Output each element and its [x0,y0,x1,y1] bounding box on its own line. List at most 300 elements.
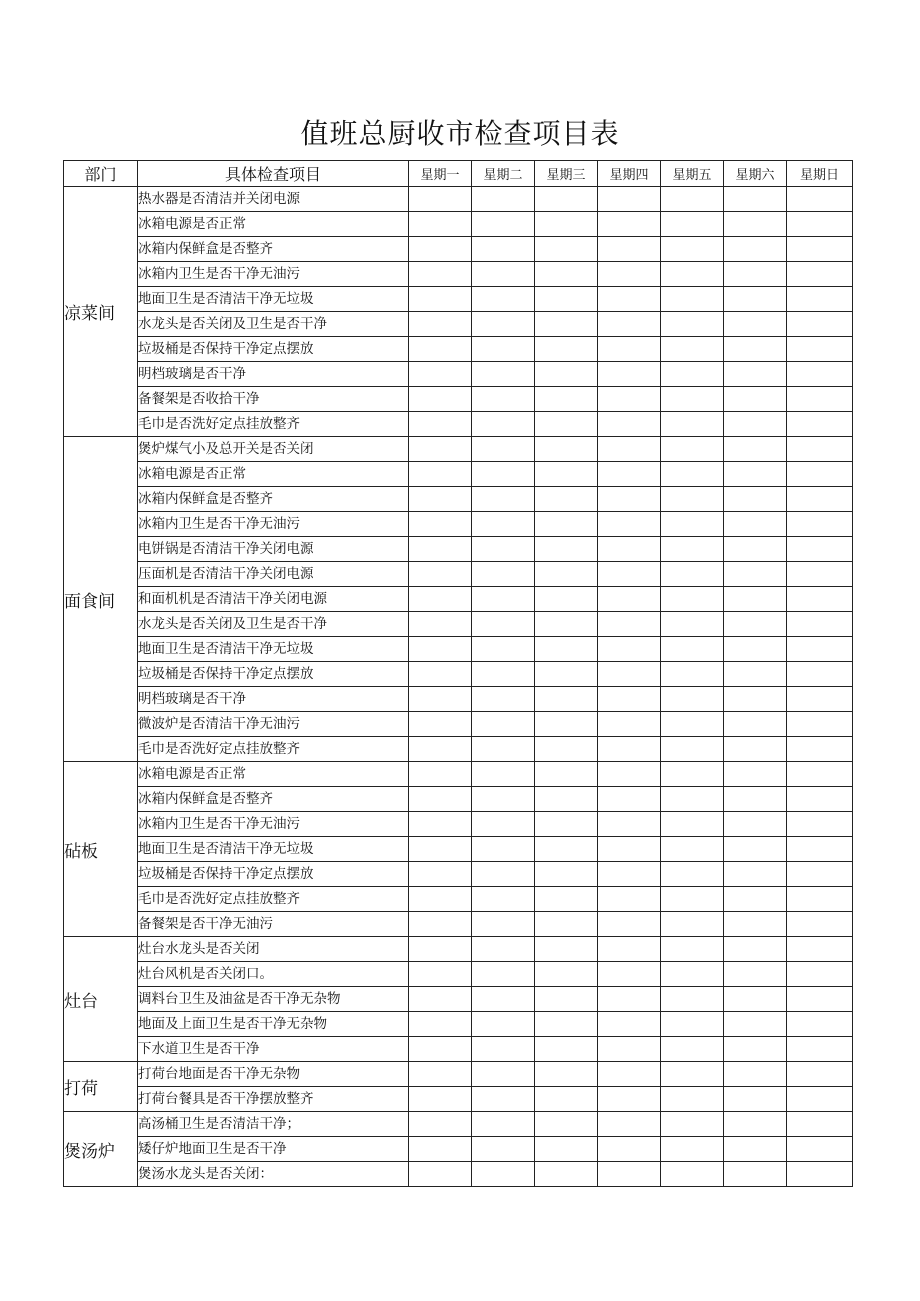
day-check-cell[interactable] [724,862,787,887]
day-check-cell[interactable] [787,1037,853,1062]
day-check-cell[interactable] [535,787,598,812]
day-check-cell[interactable] [409,762,472,787]
day-check-cell[interactable] [535,512,598,537]
day-check-cell[interactable] [535,887,598,912]
day-check-cell[interactable] [472,987,535,1012]
day-check-cell[interactable] [724,237,787,262]
day-check-cell[interactable] [724,737,787,762]
day-check-cell[interactable] [724,312,787,337]
day-check-cell[interactable] [661,1087,724,1112]
day-check-cell[interactable] [535,937,598,962]
day-check-cell[interactable] [598,987,661,1012]
check-item-cell: 电饼锅是否清洁干净关闭电源 [138,537,409,562]
day-check-cell[interactable] [535,662,598,687]
check-item-cell: 压面机是否清洁干净关闭电源 [138,562,409,587]
day-check-cell[interactable] [661,487,724,512]
day-check-cell[interactable] [472,512,535,537]
day-check-cell[interactable] [787,1137,853,1162]
day-check-cell[interactable] [724,612,787,637]
day-check-cell[interactable] [787,1112,853,1137]
day-check-cell[interactable] [409,612,472,637]
day-check-cell[interactable] [409,987,472,1012]
day-check-cell[interactable] [472,612,535,637]
day-check-cell[interactable] [535,562,598,587]
day-check-cell[interactable] [472,712,535,737]
day-check-cell[interactable] [724,1012,787,1037]
day-check-cell[interactable] [787,512,853,537]
day-check-cell[interactable] [472,1162,535,1187]
day-check-cell[interactable] [787,662,853,687]
day-check-cell[interactable] [472,812,535,837]
day-check-cell[interactable] [724,537,787,562]
day-check-cell[interactable] [598,512,661,537]
table-row [64,1062,853,1087]
day-check-cell[interactable] [598,837,661,862]
day-check-cell[interactable] [409,1162,472,1187]
day-check-cell[interactable] [472,337,535,362]
day-check-cell[interactable] [409,362,472,387]
day-check-cell[interactable] [535,1062,598,1087]
day-check-cell[interactable] [724,762,787,787]
day-check-cell[interactable] [787,387,853,412]
day-check-cell[interactable] [598,712,661,737]
day-check-cell[interactable] [535,487,598,512]
day-check-cell[interactable] [409,912,472,937]
day-check-cell[interactable] [598,637,661,662]
day-check-cell[interactable] [661,412,724,437]
day-check-cell[interactable] [661,812,724,837]
day-check-cell[interactable] [409,487,472,512]
day-check-cell[interactable] [787,787,853,812]
day-check-cell[interactable] [472,487,535,512]
day-check-cell[interactable] [724,812,787,837]
day-check-cell[interactable] [472,787,535,812]
day-check-cell[interactable] [787,637,853,662]
day-check-cell[interactable] [535,212,598,237]
day-check-cell[interactable] [472,412,535,437]
day-check-cell[interactable] [472,262,535,287]
day-check-cell[interactable] [724,487,787,512]
day-check-cell[interactable] [661,712,724,737]
day-check-cell[interactable] [787,962,853,987]
day-check-cell[interactable] [472,587,535,612]
day-check-cell[interactable] [787,412,853,437]
day-check-cell[interactable] [535,387,598,412]
day-check-cell[interactable] [472,1012,535,1037]
day-check-cell[interactable] [724,587,787,612]
day-check-cell[interactable] [598,287,661,312]
day-check-cell[interactable] [787,362,853,387]
day-check-cell[interactable] [409,1012,472,1037]
day-check-cell[interactable] [535,537,598,562]
day-check-cell[interactable] [724,462,787,487]
day-check-cell[interactable] [472,962,535,987]
day-check-cell[interactable] [535,637,598,662]
day-check-cell[interactable] [598,537,661,562]
day-check-cell[interactable] [535,437,598,462]
day-check-cell[interactable] [661,637,724,662]
day-check-cell[interactable] [409,262,472,287]
day-check-cell[interactable] [409,1037,472,1062]
day-check-cell[interactable] [472,637,535,662]
day-check-cell[interactable] [535,312,598,337]
day-check-cell[interactable] [409,587,472,612]
check-item-cell: 垃圾桶是否保持干净定点摆放 [138,662,409,687]
day-check-cell[interactable] [787,1162,853,1187]
day-check-cell[interactable] [661,1162,724,1187]
day-check-cell[interactable] [724,687,787,712]
day-check-cell[interactable] [724,912,787,937]
day-check-cell[interactable] [409,287,472,312]
day-check-cell[interactable] [535,1037,598,1062]
day-check-cell[interactable] [535,837,598,862]
day-check-cell[interactable] [535,1137,598,1162]
day-check-cell[interactable] [787,187,853,212]
day-check-cell[interactable] [661,862,724,887]
day-check-cell[interactable] [409,837,472,862]
day-check-cell[interactable] [409,1112,472,1137]
day-check-cell[interactable] [724,937,787,962]
day-check-cell[interactable] [598,812,661,837]
day-check-cell[interactable] [787,287,853,312]
day-check-cell[interactable] [787,312,853,337]
day-check-cell[interactable] [787,712,853,737]
day-check-cell[interactable] [535,912,598,937]
day-check-cell[interactable] [409,812,472,837]
day-check-cell[interactable] [598,937,661,962]
day-check-cell[interactable] [598,337,661,362]
day-check-cell[interactable] [535,737,598,762]
day-check-cell[interactable] [472,1137,535,1162]
day-check-cell[interactable] [661,962,724,987]
day-check-cell[interactable] [724,637,787,662]
day-check-cell[interactable] [661,512,724,537]
day-check-cell[interactable] [409,387,472,412]
day-check-cell[interactable] [409,237,472,262]
day-check-cell[interactable] [598,462,661,487]
day-check-cell[interactable] [598,762,661,787]
day-check-cell[interactable] [724,662,787,687]
day-check-cell[interactable] [535,187,598,212]
day-check-cell[interactable] [535,812,598,837]
day-check-cell[interactable] [409,312,472,337]
day-check-cell[interactable] [724,1037,787,1062]
header-day-fri: 星期五 [661,161,724,187]
day-check-cell[interactable] [535,362,598,387]
day-check-cell[interactable] [787,862,853,887]
table-row [64,937,853,962]
day-check-cell[interactable] [724,787,787,812]
day-check-cell[interactable] [787,687,853,712]
day-check-cell[interactable] [535,287,598,312]
day-check-cell[interactable] [472,237,535,262]
day-check-cell[interactable] [598,662,661,687]
table-row [64,487,853,512]
day-check-cell[interactable] [409,962,472,987]
day-check-cell[interactable] [409,737,472,762]
table-row [64,312,853,337]
day-check-cell[interactable] [472,737,535,762]
day-check-cell[interactable] [661,662,724,687]
day-check-cell[interactable] [472,437,535,462]
day-check-cell[interactable] [598,862,661,887]
day-check-cell[interactable] [661,462,724,487]
day-check-cell[interactable] [472,687,535,712]
day-check-cell[interactable] [409,212,472,237]
day-check-cell[interactable] [787,212,853,237]
day-check-cell[interactable] [724,962,787,987]
day-check-cell[interactable] [535,687,598,712]
day-check-cell[interactable] [409,1137,472,1162]
day-check-cell[interactable] [787,562,853,587]
day-check-cell[interactable] [598,212,661,237]
department-cell: 砧板 [64,762,138,937]
day-check-cell[interactable] [535,862,598,887]
day-check-cell[interactable] [409,887,472,912]
day-check-cell[interactable] [535,337,598,362]
day-check-cell[interactable] [472,287,535,312]
day-check-cell[interactable] [661,337,724,362]
day-check-cell[interactable] [661,237,724,262]
day-check-cell[interactable] [409,787,472,812]
day-check-cell[interactable] [409,187,472,212]
day-check-cell[interactable] [724,287,787,312]
day-check-cell[interactable] [661,987,724,1012]
day-check-cell[interactable] [598,912,661,937]
day-check-cell[interactable] [724,1162,787,1187]
day-check-cell[interactable] [724,187,787,212]
day-check-cell[interactable] [535,1087,598,1112]
day-check-cell[interactable] [409,687,472,712]
day-check-cell[interactable] [472,912,535,937]
day-check-cell[interactable] [661,1037,724,1062]
day-check-cell[interactable] [661,762,724,787]
day-check-cell[interactable] [535,1112,598,1137]
day-check-cell[interactable] [787,1062,853,1087]
day-check-cell[interactable] [409,1062,472,1087]
day-check-cell[interactable] [724,1137,787,1162]
day-check-cell[interactable] [661,1012,724,1037]
day-check-cell[interactable] [598,612,661,637]
day-check-cell[interactable] [787,887,853,912]
day-check-cell[interactable] [787,462,853,487]
day-check-cell[interactable] [472,837,535,862]
day-check-cell[interactable] [661,562,724,587]
table-row [64,262,853,287]
day-check-cell[interactable] [724,262,787,287]
day-check-cell[interactable] [598,737,661,762]
day-check-cell[interactable] [724,987,787,1012]
day-check-cell[interactable] [535,237,598,262]
day-check-cell[interactable] [787,487,853,512]
day-check-cell[interactable] [409,512,472,537]
day-check-cell[interactable] [787,1012,853,1037]
day-check-cell[interactable] [409,562,472,587]
check-item-cell: 下水道卫生是否干净 [138,1037,409,1062]
day-check-cell[interactable] [472,862,535,887]
day-check-cell[interactable] [472,662,535,687]
day-check-cell[interactable] [472,1037,535,1062]
day-check-cell[interactable] [598,1012,661,1037]
day-check-cell[interactable] [535,612,598,637]
day-check-cell[interactable] [724,412,787,437]
day-check-cell[interactable] [598,1137,661,1162]
day-check-cell[interactable] [598,887,661,912]
day-check-cell[interactable] [724,437,787,462]
day-check-cell[interactable] [787,837,853,862]
day-check-cell[interactable] [409,437,472,462]
day-check-cell[interactable] [724,387,787,412]
day-check-cell[interactable] [787,812,853,837]
day-check-cell[interactable] [409,462,472,487]
day-check-cell[interactable] [787,912,853,937]
day-check-cell[interactable] [724,1112,787,1137]
day-check-cell[interactable] [472,462,535,487]
day-check-cell[interactable] [661,787,724,812]
day-check-cell[interactable] [472,212,535,237]
day-check-cell[interactable] [661,287,724,312]
day-check-cell[interactable] [598,362,661,387]
day-check-cell[interactable] [787,337,853,362]
day-check-cell[interactable] [661,1137,724,1162]
day-check-cell[interactable] [598,962,661,987]
day-check-cell[interactable] [598,687,661,712]
day-check-cell[interactable] [535,1012,598,1037]
check-item-cell: 冰箱电源是否正常 [138,762,409,787]
day-check-cell[interactable] [661,437,724,462]
day-check-cell[interactable] [535,987,598,1012]
day-check-cell[interactable] [661,1112,724,1137]
day-check-cell[interactable] [724,837,787,862]
day-check-cell[interactable] [409,1087,472,1112]
day-check-cell[interactable] [661,612,724,637]
day-check-cell[interactable] [661,262,724,287]
day-check-cell[interactable] [598,487,661,512]
day-check-cell[interactable] [472,312,535,337]
day-check-cell[interactable] [787,762,853,787]
day-check-cell[interactable] [661,912,724,937]
day-check-cell[interactable] [661,687,724,712]
check-item-cell: 地面卫生是否清洁干净无垃圾 [138,837,409,862]
day-check-cell[interactable] [409,712,472,737]
day-check-cell[interactable] [787,1087,853,1112]
day-check-cell[interactable] [661,1062,724,1087]
table-row [64,912,853,937]
day-check-cell[interactable] [535,1162,598,1187]
day-check-cell[interactable] [661,837,724,862]
day-check-cell[interactable] [661,887,724,912]
day-check-cell[interactable] [661,212,724,237]
day-check-cell[interactable] [598,1162,661,1187]
day-check-cell[interactable] [472,762,535,787]
check-item-cell: 地面及上面卫生是否干净无杂物 [138,1012,409,1037]
check-item-cell: 高汤桶卫生是否清洁干净； [138,1112,409,1137]
day-check-cell[interactable] [535,762,598,787]
day-check-cell[interactable] [661,187,724,212]
day-check-cell[interactable] [598,412,661,437]
day-check-cell[interactable] [472,387,535,412]
day-check-cell[interactable] [472,187,535,212]
check-item-cell: 冰箱电源是否正常 [138,462,409,487]
day-check-cell[interactable] [787,262,853,287]
day-check-cell[interactable] [409,662,472,687]
check-item-cell: 冰箱内保鲜盒是否整齐 [138,237,409,262]
table-row [64,187,853,212]
day-check-cell[interactable] [598,237,661,262]
day-check-cell[interactable] [472,362,535,387]
day-check-cell[interactable] [409,637,472,662]
day-check-cell[interactable] [724,337,787,362]
day-check-cell[interactable] [661,362,724,387]
day-check-cell[interactable] [598,1062,661,1087]
day-check-cell[interactable] [661,537,724,562]
day-check-cell[interactable] [598,1037,661,1062]
day-check-cell[interactable] [787,737,853,762]
day-check-cell[interactable] [787,587,853,612]
day-check-cell[interactable] [598,437,661,462]
day-check-cell[interactable] [724,212,787,237]
day-check-cell[interactable] [598,187,661,212]
day-check-cell[interactable] [598,562,661,587]
day-check-cell[interactable] [409,937,472,962]
day-check-cell[interactable] [787,987,853,1012]
day-check-cell[interactable] [535,587,598,612]
day-check-cell[interactable] [724,362,787,387]
day-check-cell[interactable] [535,412,598,437]
day-check-cell[interactable] [472,537,535,562]
day-check-cell[interactable] [409,862,472,887]
check-item-cell: 明档玻璃是否干净 [138,362,409,387]
day-check-cell[interactable] [787,537,853,562]
day-check-cell[interactable] [661,737,724,762]
day-check-cell[interactable] [409,537,472,562]
day-check-cell[interactable] [472,937,535,962]
day-check-cell[interactable] [661,937,724,962]
day-check-cell[interactable] [598,262,661,287]
day-check-cell[interactable] [535,462,598,487]
day-check-cell[interactable] [598,312,661,337]
day-check-cell[interactable] [472,1087,535,1112]
day-check-cell[interactable] [598,1087,661,1112]
day-check-cell[interactable] [724,1087,787,1112]
day-check-cell[interactable] [724,1062,787,1087]
day-check-cell[interactable] [472,1062,535,1087]
day-check-cell[interactable] [661,387,724,412]
day-check-cell[interactable] [661,587,724,612]
day-check-cell[interactable] [409,337,472,362]
day-check-cell[interactable] [787,437,853,462]
day-check-cell[interactable] [472,562,535,587]
day-check-cell[interactable] [598,387,661,412]
day-check-cell[interactable] [661,312,724,337]
day-check-cell[interactable] [724,712,787,737]
day-check-cell[interactable] [724,562,787,587]
day-check-cell[interactable] [787,612,853,637]
day-check-cell[interactable] [787,937,853,962]
day-check-cell[interactable] [535,262,598,287]
day-check-cell[interactable] [787,237,853,262]
day-check-cell[interactable] [598,787,661,812]
day-check-cell[interactable] [535,712,598,737]
day-check-cell[interactable] [535,962,598,987]
day-check-cell[interactable] [409,412,472,437]
day-check-cell[interactable] [472,1112,535,1137]
day-check-cell[interactable] [724,887,787,912]
day-check-cell[interactable] [598,1112,661,1137]
day-check-cell[interactable] [472,887,535,912]
day-check-cell[interactable] [724,512,787,537]
day-check-cell[interactable] [598,587,661,612]
